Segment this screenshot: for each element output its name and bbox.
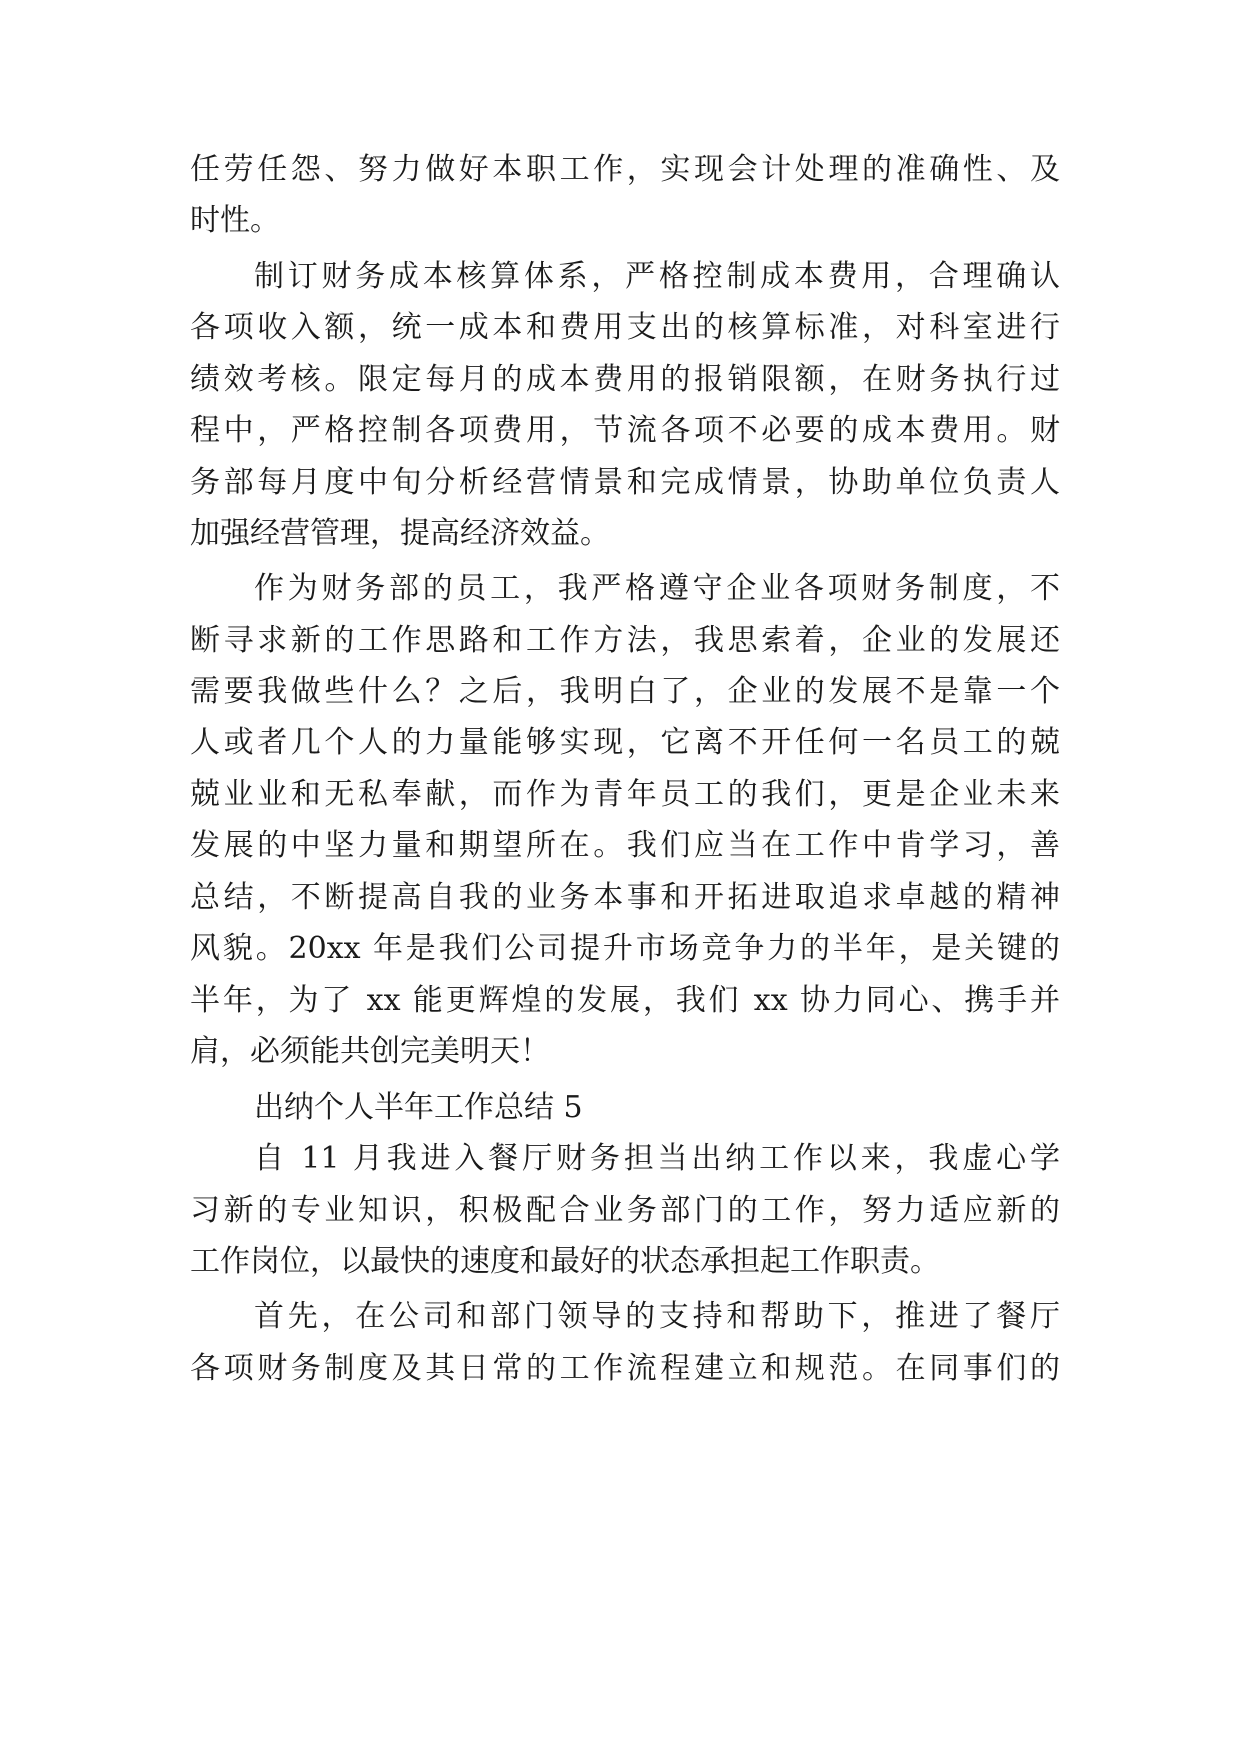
text-line: 人或者几个人的力量能够实现，它离不开任何一名员工的兢 — [190, 725, 1060, 760]
text-line: 各项收入额，统一成本和费用支出的核算标准，对科室进行 — [190, 310, 1060, 345]
text-line: 各项财务制度及其日常的工作流程建立和规范。在同事们的 — [190, 1351, 1060, 1386]
text-line: 总结，不断提高自我的业务本事和开拓进取追求卓越的精神 — [190, 880, 1060, 915]
text-line: 制订财务成本核算体系，严格控制成本费用，合理确认 — [254, 259, 1060, 294]
text-line: 断寻求新的工作思路和工作方法，我思索着，企业的发展还 — [190, 623, 1060, 658]
text-line: 半年，为了 xx 能更辉煌的发展，我们 xx 协力同心、携手并 — [190, 983, 1060, 1018]
text-line: 自 11 月我进入餐厅财务担当出纳工作以来，我虚心学 — [254, 1141, 1060, 1176]
section-heading: 出纳个人半年工作总结 5 — [254, 1090, 583, 1125]
text-line: 绩效考核。限定每月的成本费用的报销限额，在财务执行过 — [190, 362, 1060, 397]
text-line: 需要我做些什么？之后，我明白了，企业的发展不是靠一个 — [190, 674, 1060, 709]
text-line: 作为财务部的员工，我严格遵守企业各项财务制度，不 — [254, 571, 1060, 606]
text-line: 习新的专业知识，积极配合业务部门的工作，努力适应新的 — [190, 1193, 1060, 1228]
text-line: 工作岗位，以最快的速度和最好的状态承担起工作职责。 — [190, 1244, 940, 1279]
text-line: 首先，在公司和部门领导的支持和帮助下，推进了餐厅 — [254, 1299, 1060, 1334]
text-line: 兢业业和无私奉献，而作为青年员工的我们，更是企业未来 — [190, 777, 1060, 812]
text-line: 发展的中坚力量和期望所在。我们应当在工作中肯学习，善 — [190, 828, 1060, 863]
text-line: 时性。 — [190, 203, 280, 238]
text-line: 务部每月度中旬分析经营情景和完成情景，协助单位负责人 — [190, 465, 1060, 500]
text-line: 加强经营管理，提高经济效益。 — [190, 516, 610, 551]
text-line: 程中，严格控制各项费用，节流各项不必要的成本费用。财 — [190, 413, 1060, 448]
text-line: 风貌。20xx 年是我们公司提升市场竞争力的半年，是关键的 — [190, 931, 1060, 966]
text-line: 任劳任怨、努力做好本职工作，实现会计处理的准确性、及 — [190, 152, 1060, 187]
text-line: 肩，必须能共创完美明天！ — [190, 1034, 550, 1069]
